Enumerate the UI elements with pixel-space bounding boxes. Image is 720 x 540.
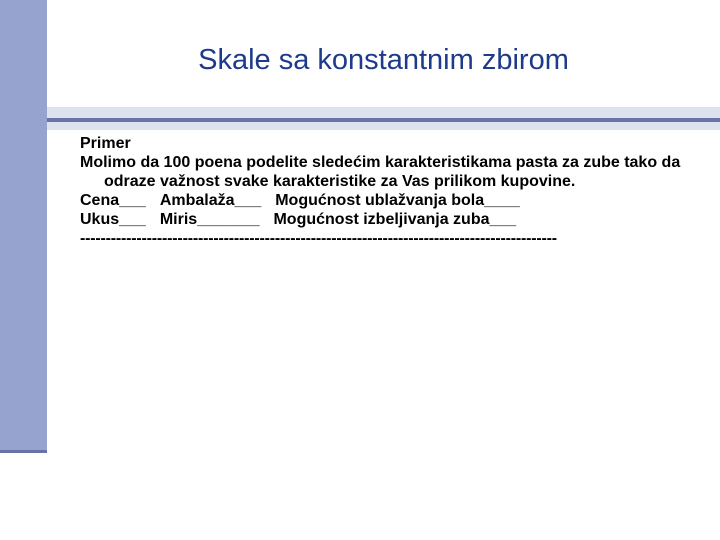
scale-row-1 — [80, 191, 700, 210]
item-cena: Cena___ — [80, 192, 146, 209]
item-ublazavanje-bola: Mogućnost ublažvanja bola____ — [275, 192, 520, 209]
instruction-text: Molimo da 100 poena podelite sledećim karakteristikama pasta za zube tako da odraze važnost svake karakteristike za Vas prilikom kupovine. — [80, 154, 681, 190]
title-divider-light — [47, 107, 720, 118]
scale-row-2 — [80, 210, 700, 229]
slide-body — [80, 134, 700, 248]
item-ukus: Ukus___ — [80, 211, 146, 228]
left-accent-band — [0, 0, 47, 450]
left-accent-band-edge — [0, 450, 47, 453]
item-ambalaza: Ambalaža___ — [159, 192, 262, 209]
example-label: Primer — [80, 135, 131, 152]
item-miris: Miris_______ — [159, 211, 260, 228]
dashed-separator: --------------------------------------------------------------------------------------------- — [80, 230, 557, 247]
item-izbeljivanje-zuba: Mogućnost izbeljivanja zuba___ — [273, 211, 517, 228]
title-divider-light-lower — [47, 122, 720, 130]
slide-title: Skale sa konstantnim zbirom — [198, 44, 569, 76]
